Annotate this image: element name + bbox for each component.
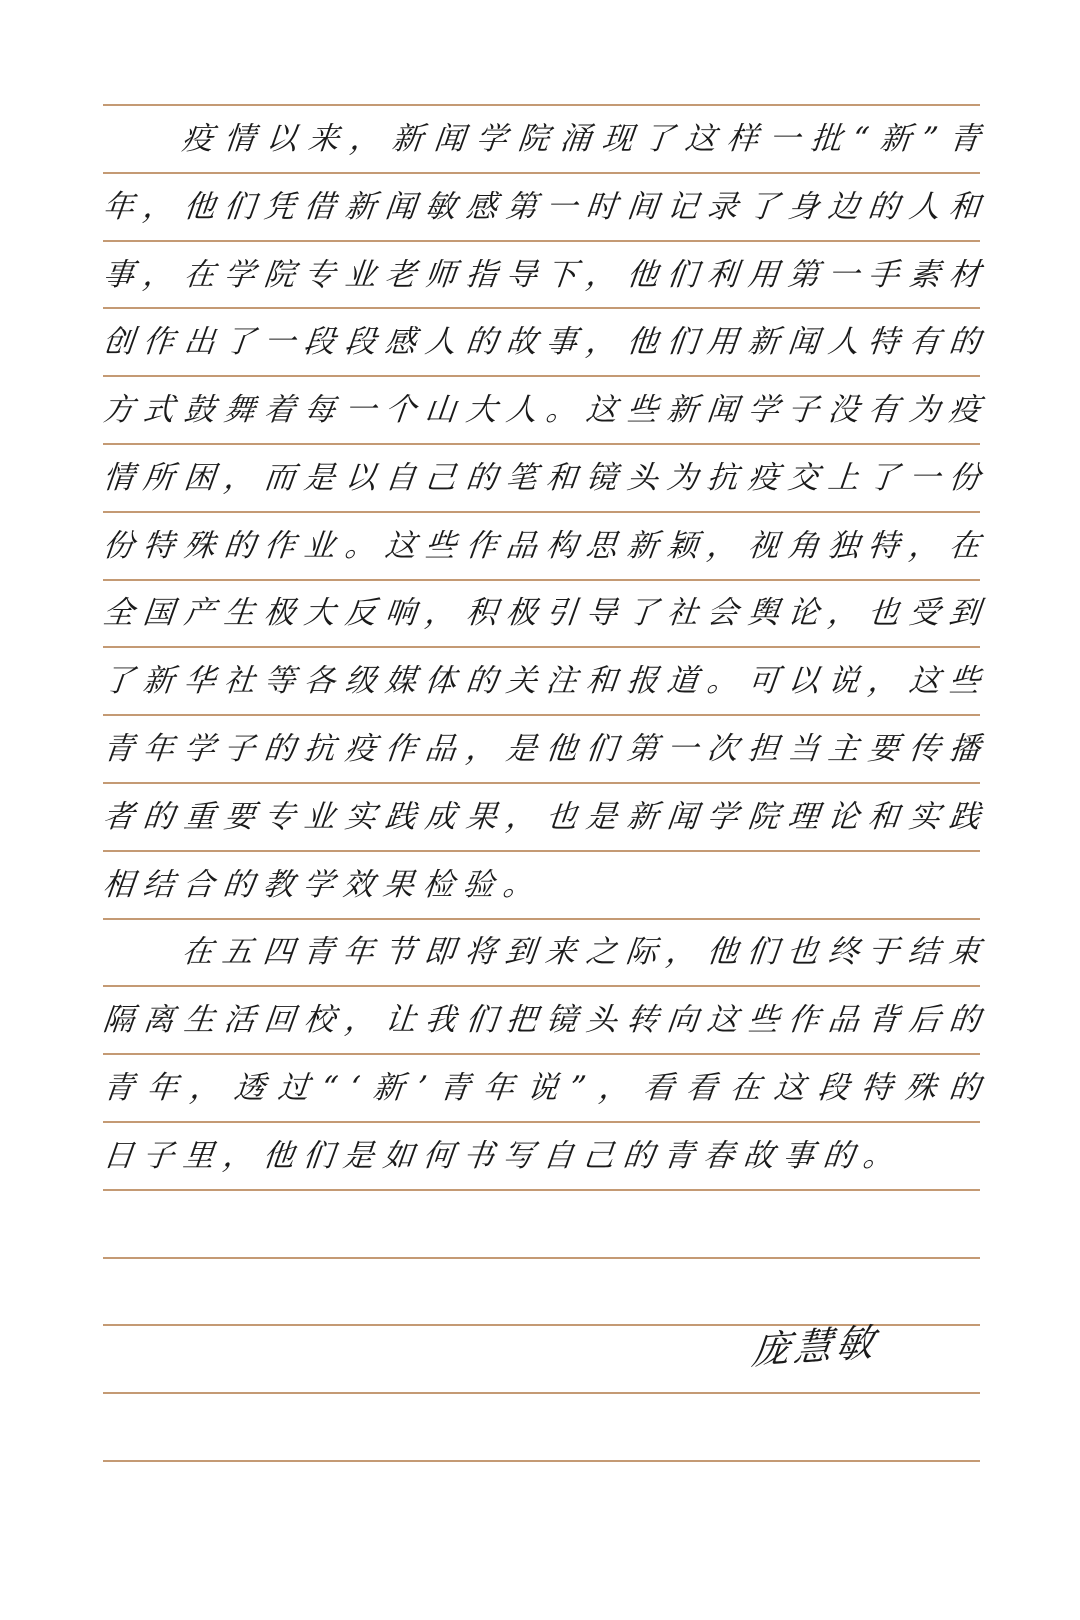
ruled-line bbox=[103, 850, 980, 852]
ruled-line bbox=[103, 1392, 980, 1394]
ruled-line bbox=[103, 1189, 980, 1191]
ruled-line bbox=[103, 1121, 980, 1123]
signature: 庞慧敏 bbox=[749, 1319, 881, 1374]
letter-line: 了 新 华 社 等 各 级 媒 体 的 关 注 和 报 道 。 可 以 说 ， 这 些 bbox=[101, 662, 982, 699]
letter-line: 相 结 合 的 教 学 效 果 检 验 。 bbox=[101, 866, 536, 903]
letter-line: 疫 情 以 来 ， 新 闻 学 院 涌 现 了 这 样 一 批 “ 新 ” 青 bbox=[180, 120, 982, 157]
letter-line: 青 年 ， 透 过 “ ‘ 新 ’ 青 年 说 ” ， 看 看 在 这 段 特 殊 的 bbox=[101, 1069, 982, 1106]
ruled-line bbox=[103, 375, 980, 377]
ruled-line bbox=[103, 1460, 980, 1462]
ruled-line bbox=[103, 579, 980, 581]
letter-line: 方 式 鼓 舞 着 每 一 个 山 大 人 。 这 些 新 闻 学 子 没 有 为 疫 bbox=[101, 391, 982, 428]
ruled-line bbox=[103, 104, 980, 106]
ruled-line bbox=[103, 172, 980, 174]
ruled-line bbox=[103, 1053, 980, 1055]
ruled-line bbox=[103, 918, 980, 920]
letter-line: 份 特 殊 的 作 业 。 这 些 作 品 构 思 新 颖 ， 视 角 独 特 ， 在 bbox=[101, 527, 982, 564]
letter-line: 全 国 产 生 极 大 反 响 ， 积 极 引 导 了 社 会 舆 论 ， 也 受 到 bbox=[101, 594, 982, 631]
ruled-line bbox=[103, 307, 980, 309]
ruled-line bbox=[103, 714, 980, 716]
ruled-line bbox=[103, 1257, 980, 1259]
letter-line: 在 五 四 青 年 节 即 将 到 来 之 际 ， 他 们 也 终 于 结 束 bbox=[180, 933, 982, 970]
letter-line: 事 ， 在 学 院 专 业 老 师 指 导 下 ， 他 们 利 用 第 一 手 素 材 bbox=[101, 256, 982, 293]
letter-line: 日 子 里 ， 他 们 是 如 何 书 写 自 己 的 青 春 故 事 的 。 bbox=[101, 1137, 896, 1174]
ruled-line bbox=[103, 782, 980, 784]
letter-line: 情 所 困 ， 而 是 以 自 己 的 笔 和 镜 头 为 抗 疫 交 上 了 一 份 bbox=[101, 459, 982, 496]
ruled-line bbox=[103, 985, 980, 987]
ruled-line bbox=[103, 240, 980, 242]
ruled-line bbox=[103, 511, 980, 513]
letter-line: 年 ， 他 们 凭 借 新 闻 敏 感 第 一 时 间 记 录 了 身 边 的 人 和 bbox=[101, 188, 982, 225]
ruled-line bbox=[103, 646, 980, 648]
letter-line: 创 作 出 了 一 段 段 感 人 的 故 事 ， 他 们 用 新 闻 人 特 有 的 bbox=[101, 323, 982, 360]
letter-line: 青 年 学 子 的 抗 疫 作 品 ， 是 他 们 第 一 次 担 当 主 要 传 播 bbox=[101, 730, 982, 767]
letter-line: 者 的 重 要 专 业 实 践 成 果 ， 也 是 新 闻 学 院 理 论 和 实 践 bbox=[101, 798, 982, 835]
ruled-line bbox=[103, 443, 980, 445]
letter-line: 隔 离 生 活 回 校 ， 让 我 们 把 镜 头 转 向 这 些 作 品 背 后 的 bbox=[101, 1001, 982, 1038]
